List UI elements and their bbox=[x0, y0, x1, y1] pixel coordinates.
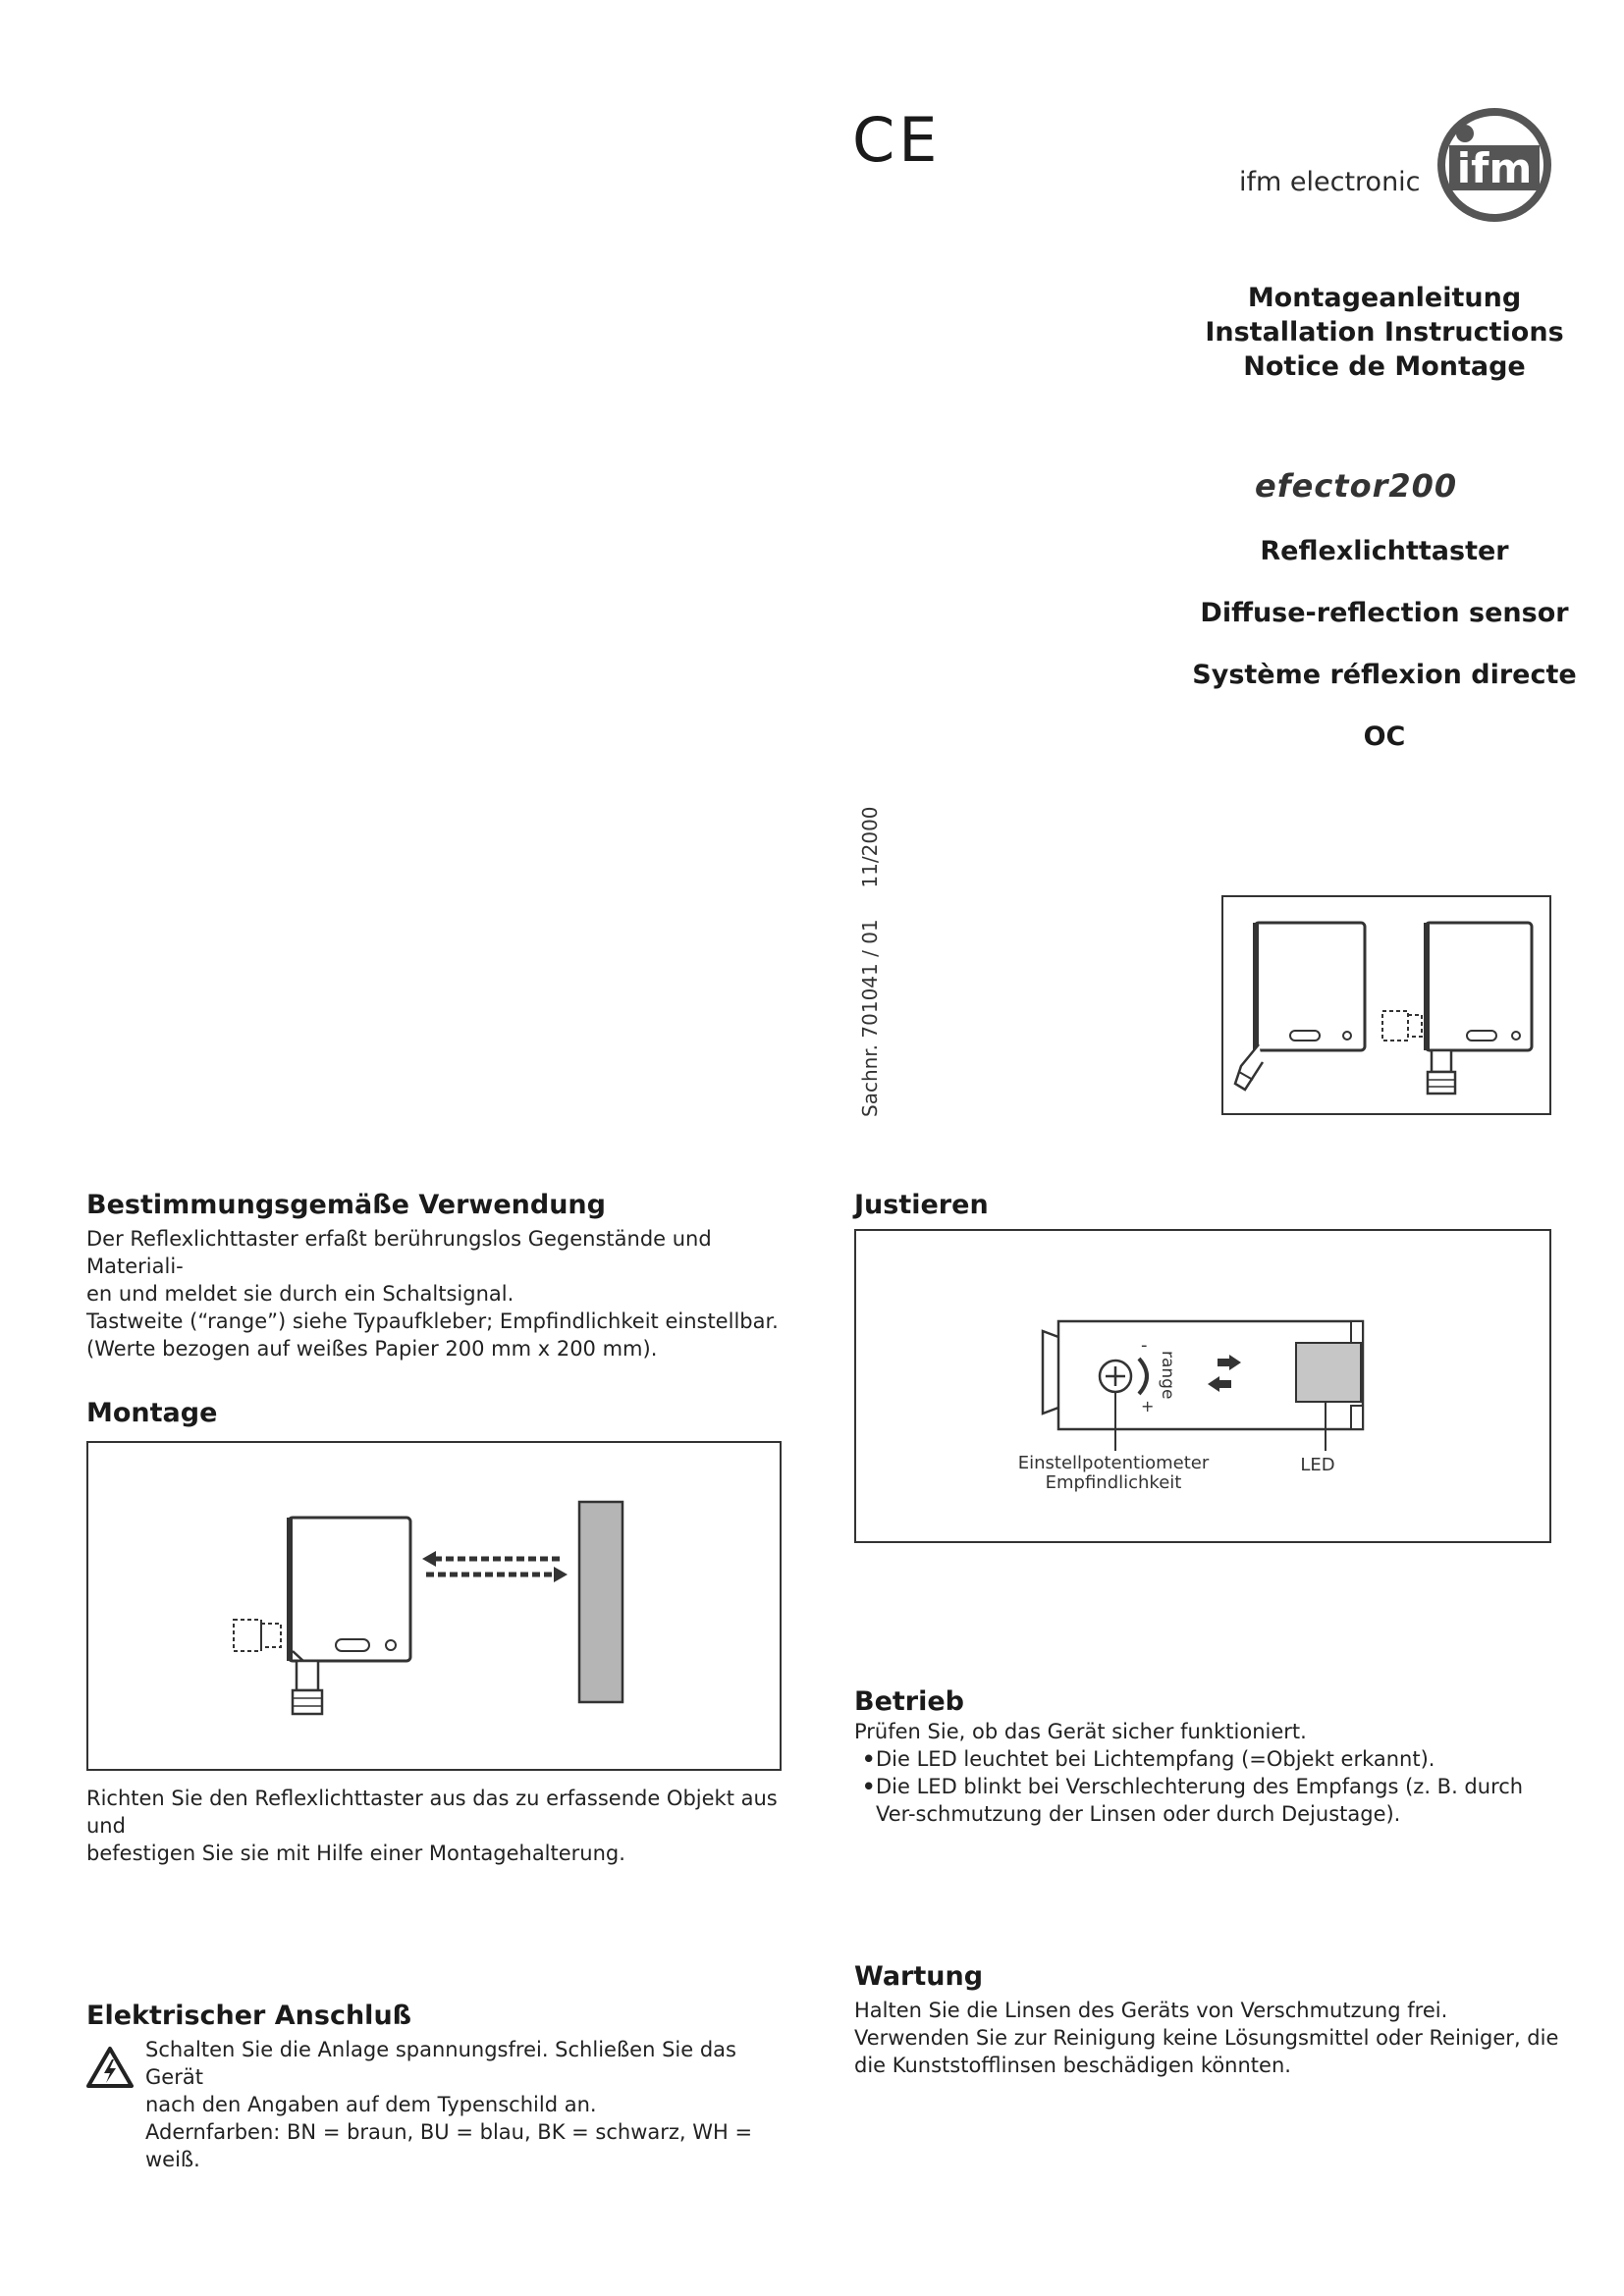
justieren-drawing bbox=[856, 1231, 1549, 1541]
heading-bestimmung: Bestimmungsgemäße Verwendung bbox=[86, 1190, 606, 1220]
brand-name: ifm electronic bbox=[1239, 167, 1421, 197]
minus-label: - bbox=[1141, 1335, 1148, 1356]
montage-drawing bbox=[88, 1443, 780, 1769]
product-name-fr: Système réflexion directe bbox=[1192, 660, 1577, 690]
heading-betrieb: Betrieb bbox=[854, 1686, 965, 1717]
device-variants-figure bbox=[1221, 895, 1551, 1115]
text-line: Richten Sie den Reflexlichttaster aus das zu erfassende Objekt aus und bbox=[86, 1787, 778, 1838]
text-line: Verwenden Sie zur Reinigung keine Lösungsmittel oder Reiniger, die bbox=[854, 2026, 1559, 2050]
title-fr: Notice de Montage bbox=[1243, 351, 1526, 382]
ce-mark: CE bbox=[852, 104, 942, 176]
text-line: en und meldet sie durch ein Schaltsignal. bbox=[86, 1282, 514, 1306]
text-wartung bbox=[854, 1997, 1561, 2079]
heading-justieren: Justieren bbox=[854, 1190, 989, 1220]
justieren-figure bbox=[854, 1229, 1551, 1543]
heading-elektrisch: Elektrischer Anschluß bbox=[86, 2001, 412, 2031]
list-item: • Die LED blinkt bei Verschlechterung des Empfangs (z. B. durch Ver-schmutzung der Linsen oder durch Dejustage). bbox=[854, 1773, 1557, 1828]
pot-label-line1: Einstellpotentiometer bbox=[1017, 1453, 1210, 1473]
ifm-logo-icon bbox=[1435, 106, 1553, 224]
text-line: Halten Sie die Linsen des Geräts von Verschmutzung frei. bbox=[854, 1999, 1448, 2022]
text-bestimmung bbox=[86, 1225, 793, 1362]
efector-logo-text: efector200 bbox=[1255, 469, 1458, 505]
text-line: die Kunststofflinsen beschädigen könnten. bbox=[854, 2054, 1291, 2077]
list-item: • Die LED leuchtet bei Lichtempfang (=Objekt erkannt). bbox=[854, 1745, 1557, 1773]
document-reference: Sachnr. 701041 / 01 11/2000 bbox=[858, 806, 882, 1117]
title-block bbox=[1139, 281, 1624, 384]
title-en: Installation Instructions bbox=[1205, 317, 1564, 347]
heading-wartung: Wartung bbox=[854, 1961, 984, 1992]
range-label: range bbox=[1158, 1351, 1177, 1400]
text-betrieb-intro: Prüfen Sie, ob das Gerät sicher funktioniert. bbox=[854, 1720, 1307, 1743]
product-name-de: Reflexlichttaster bbox=[1260, 536, 1509, 566]
device-variants-drawing bbox=[1223, 897, 1549, 1113]
text-line: befestigen Sie sie mit Hilfe einer Montagehalterung. bbox=[86, 1842, 625, 1865]
text-line: Tastweite (“range”) siehe Typaufkleber; Empfindlichkeit einstellbar. bbox=[86, 1309, 779, 1333]
text-line: Adernfarben: BN = braun, BU = blau, BK = schwarz, WH = weiß. bbox=[145, 2120, 753, 2171]
plus-label: + bbox=[1141, 1397, 1155, 1415]
product-name-en: Diffuse-reflection sensor bbox=[1200, 598, 1569, 628]
text-line: (Werte bezogen auf weißes Papier 200 mm x 200 mm). bbox=[86, 1337, 658, 1361]
warning-icon bbox=[86, 2046, 134, 2089]
text-line: Schalten Sie die Anlage spannungsfrei. Schließen Sie das Gerät bbox=[145, 2038, 736, 2089]
text-line: Der Reflexlichttaster erfaßt berührungslos Gegenstände und Materiali- bbox=[86, 1227, 712, 1278]
heading-montage: Montage bbox=[86, 1398, 218, 1428]
pot-label-line2: Empfindlichkeit bbox=[1045, 1472, 1182, 1493]
logo-text: ifm bbox=[1456, 144, 1533, 192]
text-line: nach den Angaben auf dem Typenschild an. bbox=[145, 2093, 597, 2116]
text-elektrisch bbox=[145, 2036, 793, 2173]
efector-series-logo bbox=[1255, 469, 1510, 505]
betrieb-bullet-list bbox=[854, 1745, 1557, 1828]
title-de: Montageanleitung bbox=[1247, 283, 1522, 313]
montage-figure bbox=[86, 1441, 782, 1771]
led-label: LED bbox=[1300, 1455, 1335, 1475]
text-montage bbox=[86, 1785, 793, 1867]
product-code: OC bbox=[1363, 721, 1406, 752]
